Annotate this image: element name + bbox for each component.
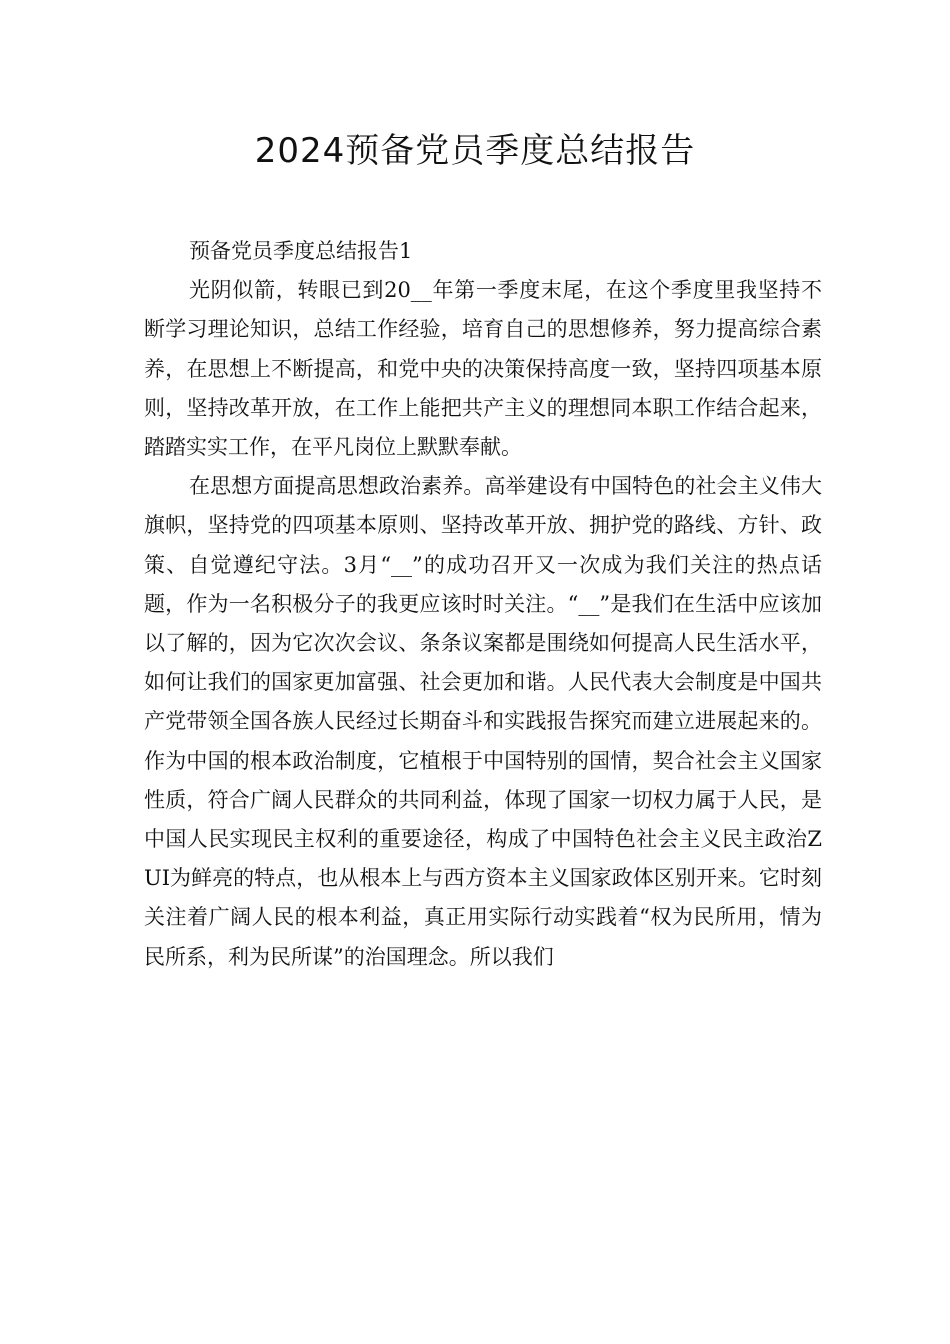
paragraph-2: 在思想方面提高思想政治素养。高举建设有中国特色的社会主义伟大旗帜，坚持党的四项基本原则、坚持改革开放、拥护党的路线、方针、政策、自觉遵纪守法。3月“__”的成功召开又一次成为我们关注的热点话题，作为一名积极分子的我更应该时时关注。“__”是我们在生活中应该加以了解的，因为它次次会议、条条议案都是围绕如何提高人民生活水平，如何让我们的国家更加富强、社会更加和谐。人民代表大会制度是中国共产党带领全国各族人民经过长期奋斗和实践报告探究而建立进展起来的。作为中国的根本政治制度，它植根于中国特别的国情，契合社会主义国家性质，符合广阔人民群众的共同利益，体现了国家一切权力属于人民，是中国人民实现民主权利的重要途径，构成了中国特色社会主义民主政治ZUI为鲜亮的特点，也从根本上与西方资本主义国家政体区别开来。它时刻关注着广阔人民的根本利益，真正用实际行动实践着“权为民所用，情为民所系，利为民所谋”的治国理念。所以我们	[144, 474, 822, 969]
section-heading: 预备党员季度总结报告1	[189, 239, 413, 263]
document-title: 2024预备党员季度总结报告	[254, 131, 696, 171]
document-body	[144, 232, 822, 977]
paragraph-1: 光阴似箭，转眼已到20__年第一季度末尾，在这个季度里我坚持不断学习理论知识，总结工作经验，培育自己的思想修养，努力提高综合素养，在思想上不断提高，和党中央的决策保持高度一致，坚持四项基本原则，坚持改革开放，在工作上能把共产主义的理想同本职工作结合起来，踏踏实实工作，在平凡岗位上默默奉献。	[144, 278, 822, 460]
